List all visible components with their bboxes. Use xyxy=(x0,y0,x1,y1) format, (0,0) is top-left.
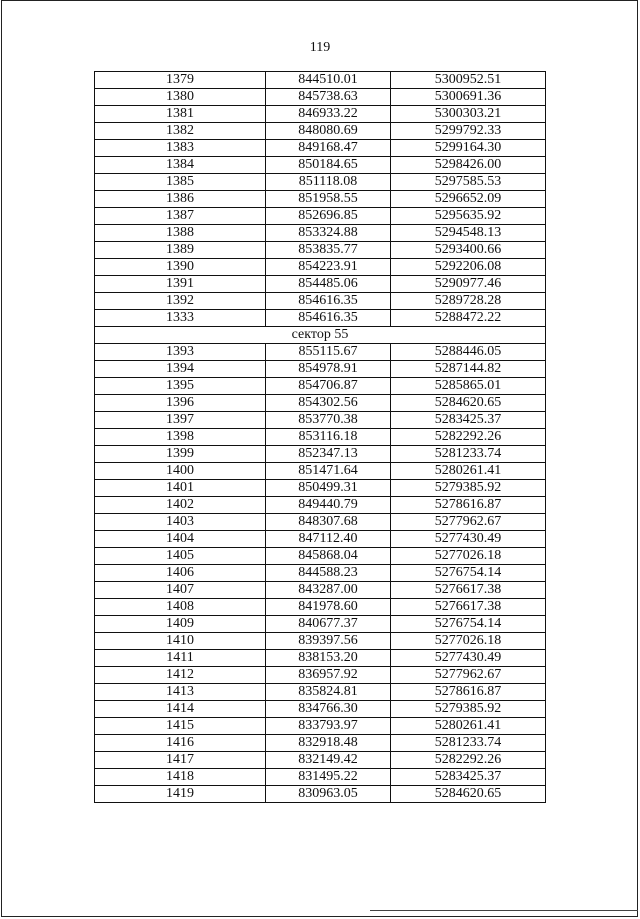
point-number-cell: 1379 xyxy=(95,72,266,89)
x-coordinate-cell: 847112.40 xyxy=(266,531,391,548)
table-row xyxy=(95,480,546,497)
point-number-cell: 1408 xyxy=(95,599,266,616)
y-coordinate-cell: 5299164.30 xyxy=(391,140,546,157)
table-row xyxy=(95,650,546,667)
y-coordinate-cell: 5277962.67 xyxy=(391,514,546,531)
x-coordinate-cell: 851958.55 xyxy=(266,191,391,208)
point-number-cell: 1389 xyxy=(95,242,266,259)
table-row xyxy=(95,361,546,378)
x-coordinate-cell: 840677.37 xyxy=(266,616,391,633)
point-number-cell: 1382 xyxy=(95,123,266,140)
table-row xyxy=(95,344,546,361)
x-coordinate-cell: 854223.91 xyxy=(266,259,391,276)
x-coordinate-cell: 843287.00 xyxy=(266,582,391,599)
y-coordinate-cell: 5284620.65 xyxy=(391,786,546,803)
table-row xyxy=(95,531,546,548)
point-number-cell: 1397 xyxy=(95,412,266,429)
table-row xyxy=(95,378,546,395)
table-row xyxy=(95,208,546,225)
point-number-cell: 1417 xyxy=(95,752,266,769)
point-number-cell: 1410 xyxy=(95,633,266,650)
x-coordinate-cell: 851118.08 xyxy=(266,174,391,191)
table-row xyxy=(95,191,546,208)
table-row xyxy=(95,616,546,633)
page-number: 119 xyxy=(309,40,331,55)
table-row xyxy=(95,140,546,157)
y-coordinate-cell: 5278616.87 xyxy=(391,497,546,514)
x-coordinate-cell: 854616.35 xyxy=(266,310,391,327)
point-number-cell: 1386 xyxy=(95,191,266,208)
y-coordinate-cell: 5281233.74 xyxy=(391,446,546,463)
point-number-cell: 1418 xyxy=(95,769,266,786)
y-coordinate-cell: 5285865.01 xyxy=(391,378,546,395)
point-number-cell: 1388 xyxy=(95,225,266,242)
y-coordinate-cell: 5294548.13 xyxy=(391,225,546,242)
table-row xyxy=(95,429,546,446)
table-row xyxy=(95,565,546,582)
point-number-cell: 1398 xyxy=(95,429,266,446)
y-coordinate-cell: 5277026.18 xyxy=(391,633,546,650)
point-number-cell: 1390 xyxy=(95,259,266,276)
table-row xyxy=(95,667,546,684)
x-coordinate-cell: 831495.22 xyxy=(266,769,391,786)
point-number-cell: 1406 xyxy=(95,565,266,582)
table-row xyxy=(95,633,546,650)
x-coordinate-cell: 849440.79 xyxy=(266,497,391,514)
x-coordinate-cell: 852696.85 xyxy=(266,208,391,225)
x-coordinate-cell: 832149.42 xyxy=(266,752,391,769)
x-coordinate-cell: 855115.67 xyxy=(266,344,391,361)
point-number-cell: 1381 xyxy=(95,106,266,123)
table-row xyxy=(95,446,546,463)
x-coordinate-cell: 854706.87 xyxy=(266,378,391,395)
table-row xyxy=(95,684,546,701)
x-coordinate-cell: 854978.91 xyxy=(266,361,391,378)
x-coordinate-cell: 841978.60 xyxy=(266,599,391,616)
point-number-cell: 1401 xyxy=(95,480,266,497)
x-coordinate-cell: 850184.65 xyxy=(266,157,391,174)
coordinates-table xyxy=(94,71,546,803)
x-coordinate-cell: 846933.22 xyxy=(266,106,391,123)
table-row xyxy=(95,718,546,735)
point-number-cell: 1394 xyxy=(95,361,266,378)
table-row xyxy=(95,548,546,565)
table-row xyxy=(95,599,546,616)
table-row xyxy=(95,174,546,191)
y-coordinate-cell: 5284620.65 xyxy=(391,395,546,412)
y-coordinate-cell: 5280261.41 xyxy=(391,463,546,480)
section-label: сектор 55 xyxy=(95,327,546,344)
x-coordinate-cell: 853116.18 xyxy=(266,429,391,446)
x-coordinate-cell: 848080.69 xyxy=(266,123,391,140)
y-coordinate-cell: 5279385.92 xyxy=(391,701,546,718)
point-number-cell: 1395 xyxy=(95,378,266,395)
point-number-cell: 1419 xyxy=(95,786,266,803)
point-number-cell: 1385 xyxy=(95,174,266,191)
point-number-cell: 1402 xyxy=(95,497,266,514)
x-coordinate-cell: 850499.31 xyxy=(266,480,391,497)
table-row xyxy=(95,259,546,276)
table-row xyxy=(95,582,546,599)
bottom-rule xyxy=(370,910,638,911)
y-coordinate-cell: 5277026.18 xyxy=(391,548,546,565)
table-row xyxy=(95,769,546,786)
table-row xyxy=(95,310,546,327)
table-row xyxy=(95,735,546,752)
table-row xyxy=(95,157,546,174)
x-coordinate-cell: 853835.77 xyxy=(266,242,391,259)
point-number-cell: 1383 xyxy=(95,140,266,157)
x-coordinate-cell: 853324.88 xyxy=(266,225,391,242)
y-coordinate-cell: 5295635.92 xyxy=(391,208,546,225)
point-number-cell: 1387 xyxy=(95,208,266,225)
point-number-cell: 1416 xyxy=(95,735,266,752)
table-row xyxy=(95,89,546,106)
x-coordinate-cell: 835824.81 xyxy=(266,684,391,701)
point-number-cell: 1405 xyxy=(95,548,266,565)
point-number-cell: 1333 xyxy=(95,310,266,327)
x-coordinate-cell: 839397.56 xyxy=(266,633,391,650)
x-coordinate-cell: 830963.05 xyxy=(266,786,391,803)
table-row xyxy=(95,72,546,89)
x-coordinate-cell: 852347.13 xyxy=(266,446,391,463)
y-coordinate-cell: 5282292.26 xyxy=(391,429,546,446)
y-coordinate-cell: 5281233.74 xyxy=(391,735,546,752)
table-row xyxy=(95,276,546,293)
y-coordinate-cell: 5288472.22 xyxy=(391,310,546,327)
table-row xyxy=(95,412,546,429)
y-coordinate-cell: 5277962.67 xyxy=(391,667,546,684)
x-coordinate-cell: 838153.20 xyxy=(266,650,391,667)
x-coordinate-cell: 854616.35 xyxy=(266,293,391,310)
y-coordinate-cell: 5277430.49 xyxy=(391,531,546,548)
point-number-cell: 1396 xyxy=(95,395,266,412)
y-coordinate-cell: 5276754.14 xyxy=(391,565,546,582)
point-number-cell: 1413 xyxy=(95,684,266,701)
point-number-cell: 1415 xyxy=(95,718,266,735)
table-row xyxy=(95,701,546,718)
y-coordinate-cell: 5300691.36 xyxy=(391,89,546,106)
point-number-cell: 1404 xyxy=(95,531,266,548)
table-row xyxy=(95,123,546,140)
point-number-cell: 1400 xyxy=(95,463,266,480)
y-coordinate-cell: 5282292.26 xyxy=(391,752,546,769)
x-coordinate-cell: 849168.47 xyxy=(266,140,391,157)
y-coordinate-cell: 5276617.38 xyxy=(391,582,546,599)
x-coordinate-cell: 832918.48 xyxy=(266,735,391,752)
point-number-cell: 1403 xyxy=(95,514,266,531)
y-coordinate-cell: 5297585.53 xyxy=(391,174,546,191)
point-number-cell: 1412 xyxy=(95,667,266,684)
y-coordinate-cell: 5300303.21 xyxy=(391,106,546,123)
table-row xyxy=(95,786,546,803)
y-coordinate-cell: 5279385.92 xyxy=(391,480,546,497)
point-number-cell: 1393 xyxy=(95,344,266,361)
coordinates-table-body xyxy=(95,72,546,803)
table-row xyxy=(95,242,546,259)
table-row xyxy=(95,106,546,123)
y-coordinate-cell: 5280261.41 xyxy=(391,718,546,735)
x-coordinate-cell: 854485.06 xyxy=(266,276,391,293)
table-row xyxy=(95,752,546,769)
table-row xyxy=(95,225,546,242)
point-number-cell: 1392 xyxy=(95,293,266,310)
y-coordinate-cell: 5287144.82 xyxy=(391,361,546,378)
x-coordinate-cell: 848307.68 xyxy=(266,514,391,531)
y-coordinate-cell: 5283425.37 xyxy=(391,769,546,786)
x-coordinate-cell: 853770.38 xyxy=(266,412,391,429)
point-number-cell: 1391 xyxy=(95,276,266,293)
point-number-cell: 1407 xyxy=(95,582,266,599)
table-row xyxy=(95,293,546,310)
y-coordinate-cell: 5299792.33 xyxy=(391,123,546,140)
y-coordinate-cell: 5290977.46 xyxy=(391,276,546,293)
y-coordinate-cell: 5288446.05 xyxy=(391,344,546,361)
y-coordinate-cell: 5283425.37 xyxy=(391,412,546,429)
x-coordinate-cell: 845738.63 xyxy=(266,89,391,106)
y-coordinate-cell: 5276617.38 xyxy=(391,599,546,616)
x-coordinate-cell: 836957.92 xyxy=(266,667,391,684)
point-number-cell: 1409 xyxy=(95,616,266,633)
y-coordinate-cell: 5298426.00 xyxy=(391,157,546,174)
x-coordinate-cell: 845868.04 xyxy=(266,548,391,565)
y-coordinate-cell: 5292206.08 xyxy=(391,259,546,276)
x-coordinate-cell: 844510.01 xyxy=(266,72,391,89)
y-coordinate-cell: 5293400.66 xyxy=(391,242,546,259)
point-number-cell: 1380 xyxy=(95,89,266,106)
table-row xyxy=(95,463,546,480)
x-coordinate-cell: 833793.97 xyxy=(266,718,391,735)
x-coordinate-cell: 854302.56 xyxy=(266,395,391,412)
point-number-cell: 1414 xyxy=(95,701,266,718)
x-coordinate-cell: 851471.64 xyxy=(266,463,391,480)
x-coordinate-cell: 834766.30 xyxy=(266,701,391,718)
y-coordinate-cell: 5296652.09 xyxy=(391,191,546,208)
table-row xyxy=(95,497,546,514)
point-number-cell: 1399 xyxy=(95,446,266,463)
section-row xyxy=(95,327,546,344)
point-number-cell: 1411 xyxy=(95,650,266,667)
point-number-cell: 1384 xyxy=(95,157,266,174)
x-coordinate-cell: 844588.23 xyxy=(266,565,391,582)
y-coordinate-cell: 5289728.28 xyxy=(391,293,546,310)
y-coordinate-cell: 5278616.87 xyxy=(391,684,546,701)
table-row xyxy=(95,395,546,412)
y-coordinate-cell: 5277430.49 xyxy=(391,650,546,667)
y-coordinate-cell: 5300952.51 xyxy=(391,72,546,89)
y-coordinate-cell: 5276754.14 xyxy=(391,616,546,633)
table-row xyxy=(95,514,546,531)
